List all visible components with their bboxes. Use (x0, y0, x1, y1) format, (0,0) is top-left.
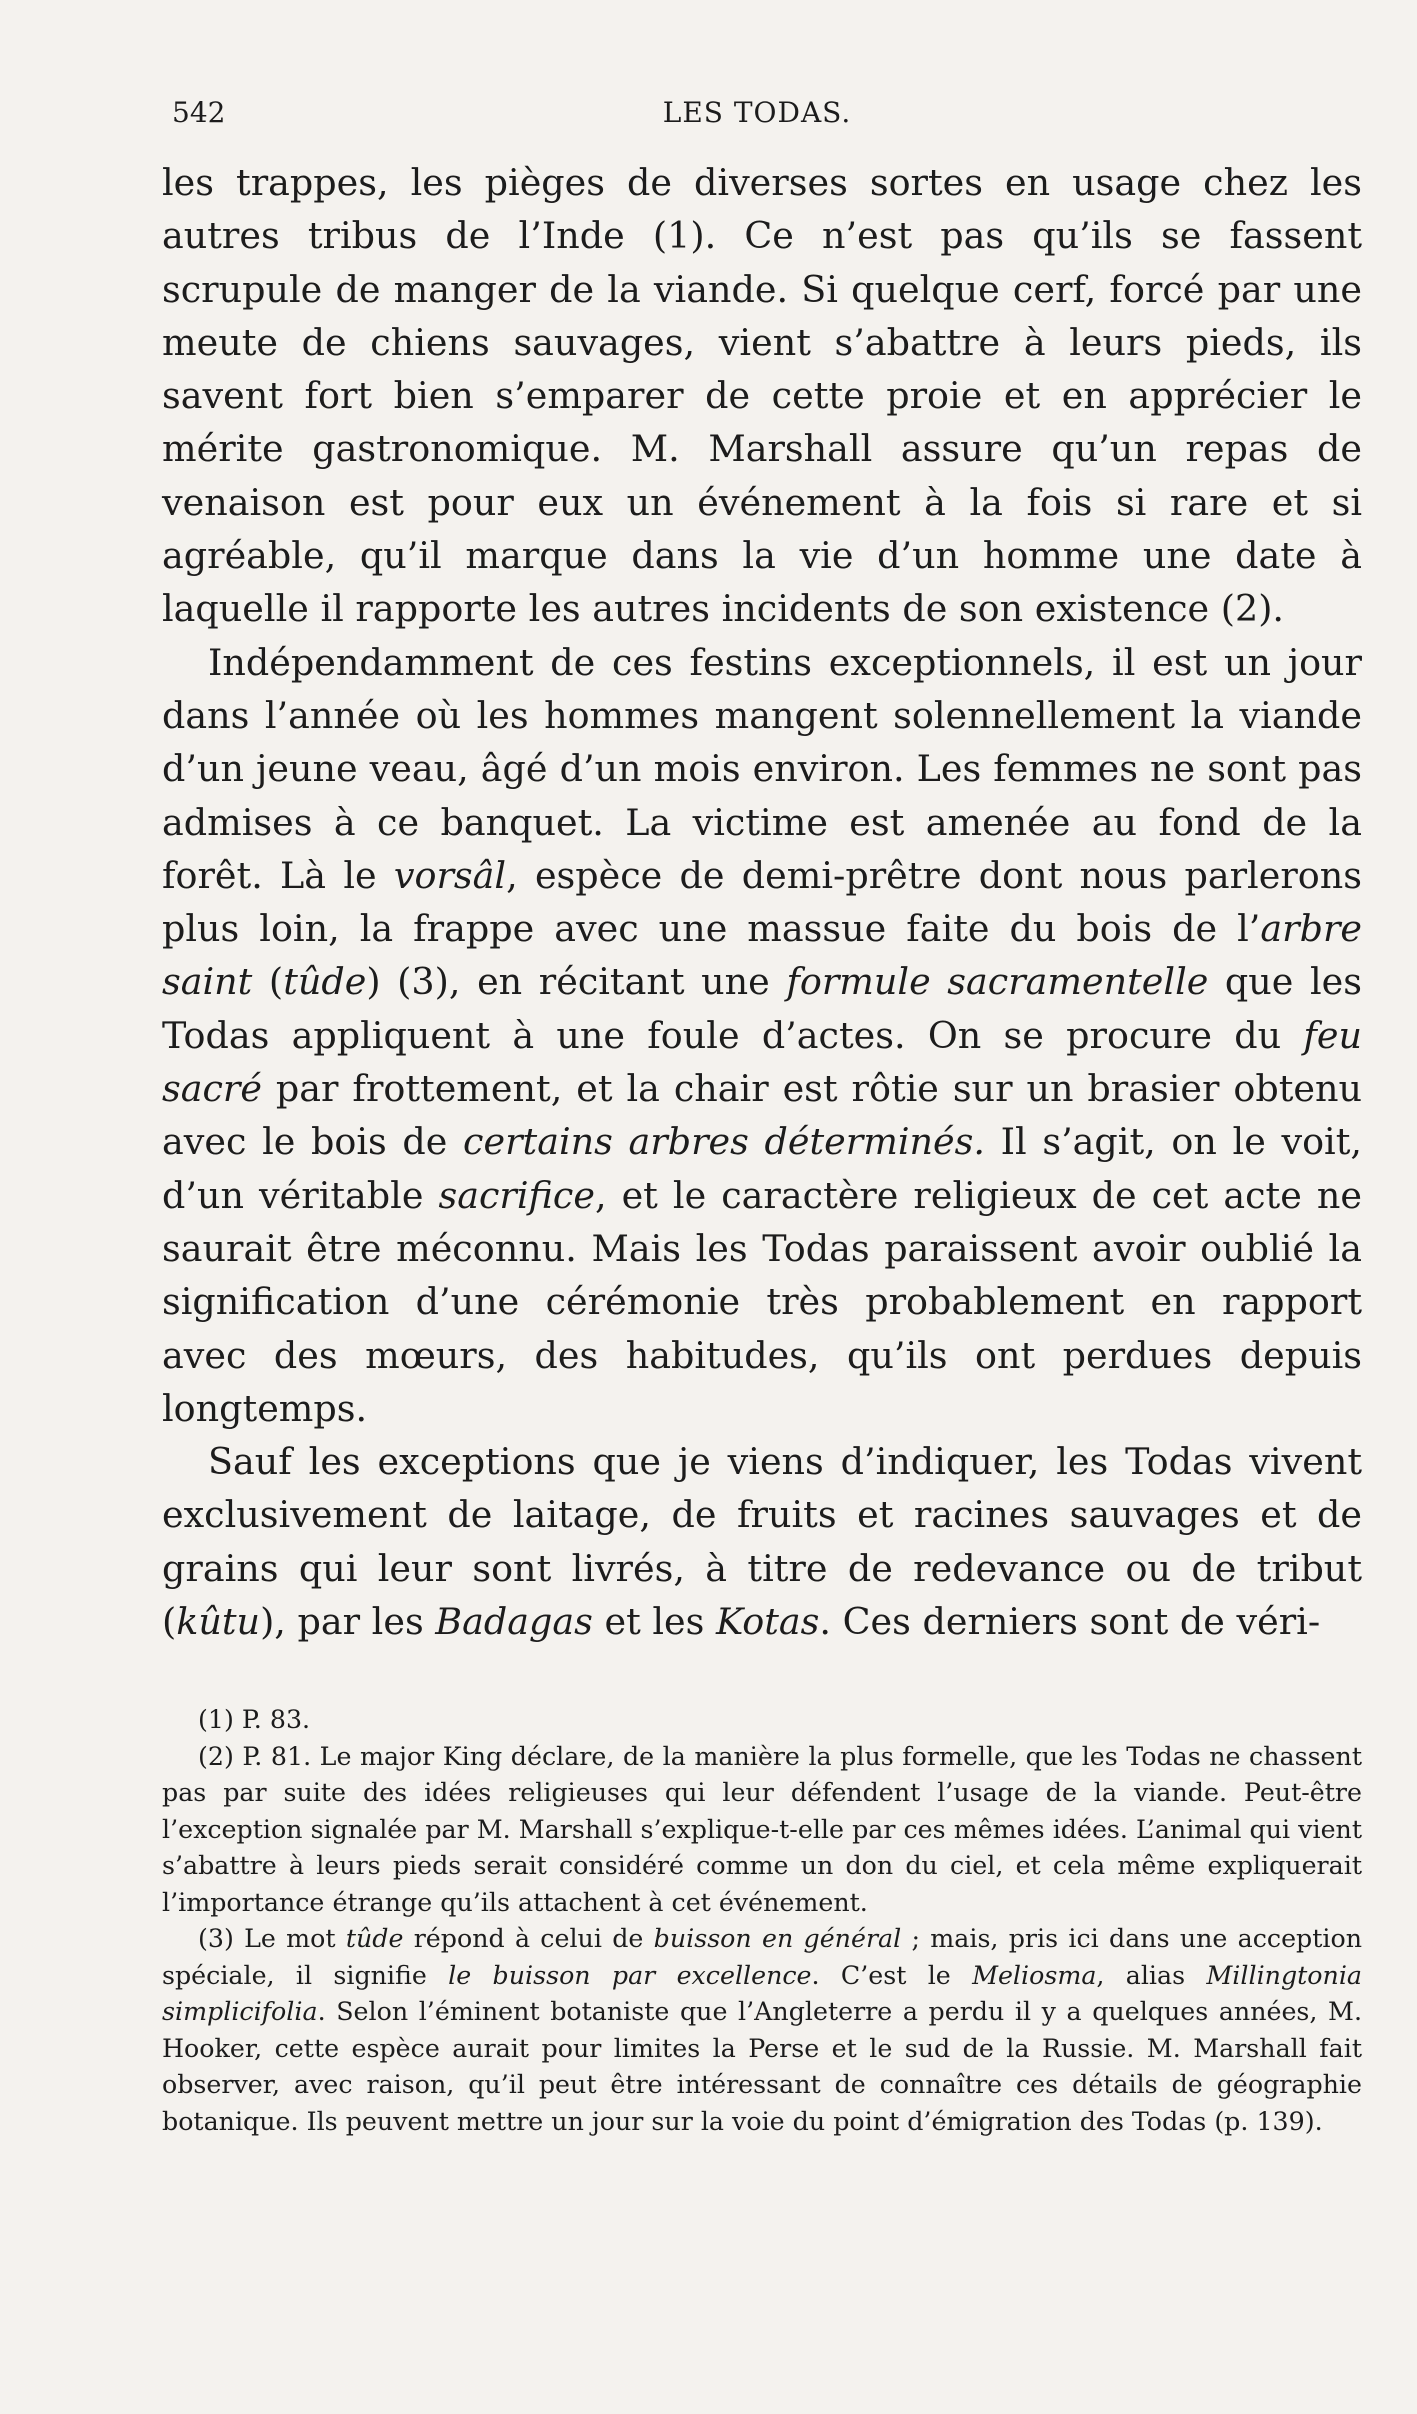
text-run: que les Todas appliquent à une foule d’actes. On se procure du (162, 960, 1363, 1057)
text-run: . Selon l’éminent botaniste que l’Angleterre a perdu il y a quelques années, M. Hooker, cette espèce aurait pour limites la Perse et le sud de la Russie. M. Marshall fait observer, avec raison, qu’il peut être intéressant de connaître ces détails de géographie botanique. Ils peuvent mettre un jour sur la voie du point d’émigration des Todas (p. 139). (162, 1997, 1362, 2136)
italic-term: Badagas (435, 1600, 593, 1644)
italic-term: feu sacré (162, 1013, 1362, 1111)
italic-term: certains arbres déterminés. (463, 1120, 985, 1164)
italic-term: tûde (345, 1924, 404, 1953)
page-number: 542 (172, 96, 226, 129)
italic-term: formule sacramentelle (786, 960, 1209, 1004)
text-run: , alias (1096, 1960, 1207, 1990)
text-run: (1) P. 83. (198, 1705, 311, 1734)
text-run: les trappes, les pièges de diverses sortes en usage chez les autres tribus de l’Inde (1). Ce n’est pas qu’ils se fassent scrupule de manger de la viande. Si quelque cerf, forcé par une meute de chiens sauvages, vient s’abattre à leurs pieds, ils savent fort bien s’emparer de cette proie et en apprécier le mérite gastronomique. M. Marshall assure qu’un repas de venaison est pour eux un événement à la fois si rare et si agréable, qu’il marque dans la vie d’un homme une date à laquelle il rapporte les autres incidents de son existence (2). (162, 161, 1362, 631)
page-header (172, 96, 1342, 136)
italic-term: sacrifice (438, 1173, 595, 1217)
text-run: Il s’agit, on le voit, d’un véritable (162, 1120, 1362, 1217)
paragraph (162, 156, 1362, 636)
text-run: Sauf les exceptions que je viens d’indiquer, les Todas vivent exclusivement de laitage, de fruits et racines sauvages et de grains qui leur sont livrés, à titre de redevance ou de tribut ( (162, 1440, 1362, 1644)
text-run: . C’est le (811, 1960, 973, 1990)
text-run: répond à celui de (403, 1924, 654, 1953)
running-title: LES TODAS. (662, 96, 852, 129)
text-run: (3) Le mot (198, 1924, 346, 1953)
text-run: ; mais, pris ici dans une acception spéciale, il signifie (162, 1924, 1363, 1990)
text-run: par frottement, et la chair est rôtie sur un brasier obtenu avec le bois de (162, 1067, 1362, 1164)
italic-term: arbre saint (162, 907, 1362, 1004)
italic-term: vorsâl (393, 853, 507, 897)
main-text (162, 156, 1362, 1648)
text-run: , et le caractère religieux de cet acte ne saurait être méconnu. Mais les Todas paraissent avoir oublié la signification d’une cérémonie très probablement en rapport avec des mœurs, des habitudes, qu’ils ont perdues depuis longtemps. (162, 1173, 1362, 1430)
footnote-3 (162, 1921, 1362, 2140)
italic-term: Kotas (715, 1600, 820, 1644)
paragraph (162, 636, 1362, 1435)
footnote-2 (162, 1739, 1362, 1922)
footnotes (162, 1702, 1362, 2140)
text-run: . Ces derniers sont de véri- (819, 1600, 1321, 1644)
text-run: et les (592, 1600, 716, 1644)
text-run: (2) P. 81. Le major King déclare, de la manière la plus formelle, que les Todas ne chassent pas par suite des idées religieuses qui leur défendent l’usage de la viande. Peut-être l’exception signalée par M. Marshall s’explique-t-elle par ces mêmes idées. L’animal qui vient s’abattre à leurs pieds serait considéré comme un don du ciel, et cela même expliquerait l’importance étrange qu’ils attachent à cet événement. (162, 1741, 1362, 1917)
footnote-1 (162, 1702, 1362, 1739)
text-run: , espèce de demi-prêtre dont nous parlerons plus loin, la frappe avec une massue faite du bois de l’ (162, 853, 1362, 951)
text-run: ) (3), en récitant une (366, 960, 787, 1004)
italic-term: tûde (283, 960, 367, 1004)
italic-term: Millingtonia simplicifolia (162, 1960, 1363, 2026)
italic-term: kûtu (176, 1600, 261, 1644)
italic-term: Meliosma (972, 1960, 1097, 1990)
text-run: ), par les (260, 1600, 436, 1644)
paragraph (162, 1435, 1362, 1648)
text-run: ( (252, 960, 284, 1004)
italic-term: buisson en général (653, 1924, 902, 1953)
italic-term: le buisson par excellence (448, 1960, 812, 1990)
text-run: Indépendamment de ces festins exceptionnels, il est un jour dans l’année où les hommes mangent solennellement la viande d’un jeune veau, âgé d’un mois environ. Les femmes ne sont pas admises à ce banquet. La victime est amenée au fond de la forêt. Là le (162, 640, 1362, 897)
